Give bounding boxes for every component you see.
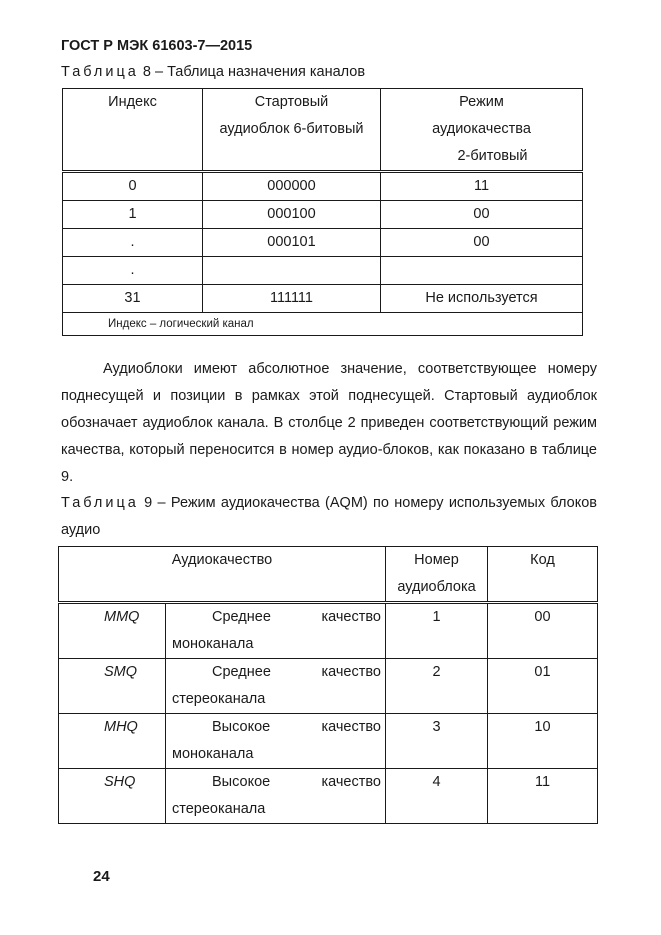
block-number-cell: 1 (386, 603, 488, 659)
table-row (59, 769, 598, 824)
table-cell: . (63, 229, 203, 257)
body-paragraph: Аудиоблоки имеют абсолютное значение, соответствующее номеру поднесущей и позиции в рамках этой поднесущей. Стартовый аудиоблок обозначает аудиоблок канала. В столбце 2 приведен соответствующий режим качества, который переносится в номер аудио-блоков, как показано в таблице 9. (61, 361, 597, 485)
code-value-cell: 01 (488, 659, 598, 714)
table-row (63, 285, 583, 313)
table-8-note: Индекс – логический канал (63, 313, 583, 336)
table-row (63, 229, 583, 257)
code-value-cell: 10 (488, 714, 598, 769)
table-cell: . (63, 257, 203, 285)
table-8-caption-word: Таблица (61, 64, 139, 80)
code-value-cell: 11 (488, 769, 598, 824)
table-row (63, 257, 583, 285)
table-row (59, 714, 598, 769)
table-cell: 000101 (203, 229, 381, 257)
table-9-caption (61, 490, 597, 544)
table-cell: Не используется (381, 285, 583, 313)
table-8-header-index: Индекс (63, 89, 203, 172)
table-cell: 0 (63, 172, 203, 201)
table-8-caption (61, 64, 365, 80)
document-header: ГОСТ Р МЭК 61603-7—2015 (61, 38, 253, 54)
table-cell: 11 (381, 172, 583, 201)
table-cell: 111111 (203, 285, 381, 313)
block-number-cell: 3 (386, 714, 488, 769)
quality-code-cell: MHQ (59, 714, 166, 769)
table-row (63, 172, 583, 201)
table-cell: 000100 (203, 201, 381, 229)
quality-description-cell: Среднее качество стереоканала (166, 659, 386, 714)
table-9-caption-word: Таблица (61, 495, 139, 511)
table-9-header-quality: Аудиокачество (59, 547, 386, 603)
table-cell: 00 (381, 229, 583, 257)
table-cell (203, 257, 381, 285)
table-cell: 00 (381, 201, 583, 229)
quality-description-cell: Высокое качество стереоканала (166, 769, 386, 824)
table-8-header-quality-mode: Режим аудиокачества 2-битовый (381, 89, 583, 172)
table-row (59, 659, 598, 714)
quality-code-cell: SMQ (59, 659, 166, 714)
table-cell (381, 257, 583, 285)
quality-code-cell: MMQ (59, 603, 166, 659)
quality-code-cell: SHQ (59, 769, 166, 824)
table-9-header-code: Код (488, 547, 598, 603)
table-9-header-number: Номер аудиоблока (386, 547, 488, 603)
audio-quality-mode-table (58, 546, 598, 824)
channel-assignment-table (62, 88, 583, 336)
table-8-caption-text: 8 – Таблица назначения каналов (142, 64, 366, 80)
table-8-header-start-block: Стартовый аудиоблок 6-битовый (203, 89, 381, 172)
code-value-cell: 00 (488, 603, 598, 659)
block-number-cell: 4 (386, 769, 488, 824)
table-cell: 000000 (203, 172, 381, 201)
table-9-caption-text: 9 – Режим аудиокачества (AQM) по номеру используемых блоков аудио (61, 495, 597, 538)
table-cell: 1 (63, 201, 203, 229)
table-cell: 31 (63, 285, 203, 313)
table-row (59, 603, 598, 659)
quality-description-cell: Высокое качество моноканала (166, 714, 386, 769)
quality-description-cell: Среднее качество моноканала (166, 603, 386, 659)
block-number-cell: 2 (386, 659, 488, 714)
page-number: 24 (93, 868, 110, 885)
table-row (63, 201, 583, 229)
